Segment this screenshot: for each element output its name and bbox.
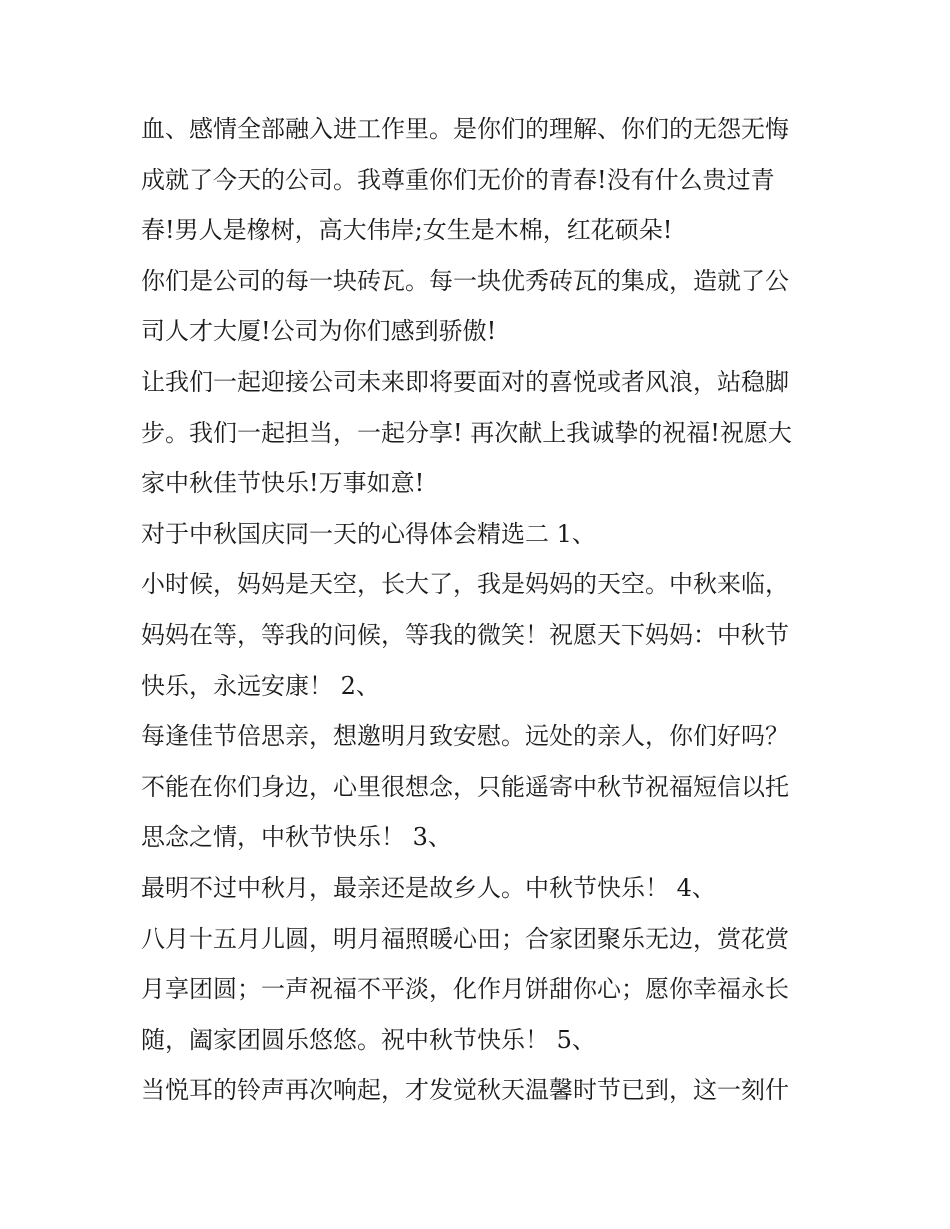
text-line: 你们是公司的每一块砖瓦。每一块优秀砖瓦的集成，造就了公 [141,266,789,295]
text-line: 让我们一起迎接公司未来即将要面对的喜悦或者风浪，站稳脚 [141,367,789,396]
text-line: 快乐，永远安康！ 2、 [141,671,380,700]
text-line: 血、感情全部融入进工作里。是你们的理解、你们的无怨无悔 [141,115,789,143]
text-line: 八月十五月儿圆，明月福照暖心田；合家团聚乐无边，赏花赏 [141,924,789,953]
text-line: 思念之情，中秋节快乐！ 3、 [141,823,452,852]
text-line: 不能在你们身边，心里很想念，只能遥寄中秋节祝福短信以托 [141,772,789,801]
text-line: 小时候，妈妈是天空，长大了，我是妈妈的天空。中秋来临， [141,570,789,599]
text-line: 随，阖家团圆乐悠悠。祝中秋节快乐！ 5、 [141,1025,596,1054]
text-line: 春!男人是橡树，高大伟岸;女生是木棉，红花硕朵! [141,216,673,245]
document-body [141,104,821,1116]
text-line: 妈妈在等，等我的问候，等我的微笑！祝愿天下妈妈：中秋节 [141,620,789,649]
text-line: 月享团圆；一声祝福不平淡，化作月饼甜你心；愿你幸福永长 [141,975,789,1004]
text-line: 司人才大厦!公司为你们感到骄傲! [141,317,497,346]
text-line: 每逢佳节倍思亲，想邀明月致安慰。远处的亲人，你们好吗？ [141,722,789,751]
text-line: 成就了今天的公司。我尊重你们无价的青春!没有什么贵过青 [141,165,775,194]
text-line: 家中秋佳节快乐!万事如意! [141,469,425,498]
section-heading: 对于中秋国庆同一天的心得体会精选二 1、 [141,519,596,548]
text-line: 当悦耳的铃声再次响起，才发觉秋天温馨时节已到，这一刻什 [141,1076,789,1105]
text-line: 步。我们一起担当，一起分享! 再次献上我诚挚的祝福!祝愿大 [141,418,792,447]
text-line: 最明不过中秋月，最亲还是故乡人。中秋节快乐！ 4、 [141,873,716,902]
